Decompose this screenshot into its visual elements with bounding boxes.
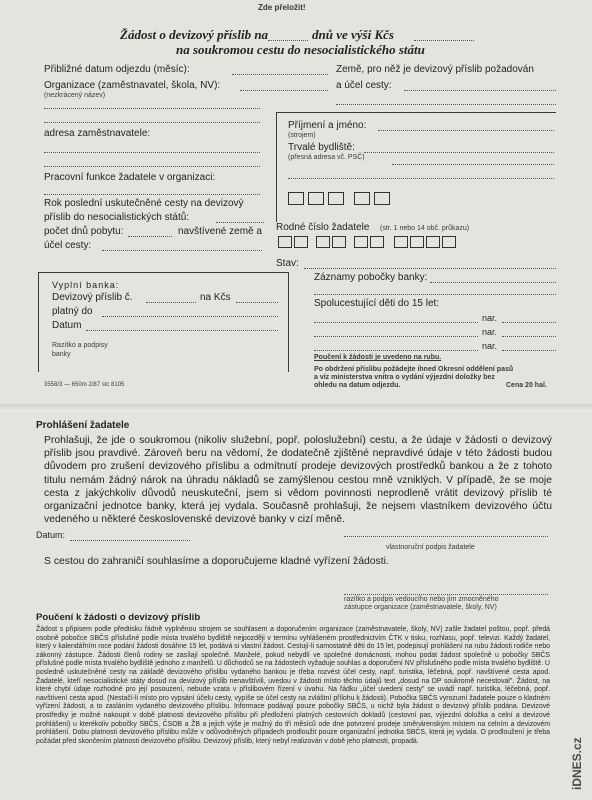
valid-until-field[interactable] <box>102 316 278 317</box>
child-born-label: nar. <box>482 313 498 323</box>
bank-stamp-label-2: banky <box>52 351 71 358</box>
residence-label: Trvalé bydliště: <box>288 142 355 153</box>
name-label: Příjmení a jméno: <box>288 120 367 131</box>
branch-records-field[interactable] <box>430 282 556 283</box>
watermark: iDNES.cz <box>570 737 584 790</box>
child-born-field[interactable] <box>502 336 556 337</box>
birth-number-box[interactable] <box>442 236 456 248</box>
birth-number-box[interactable] <box>426 236 440 248</box>
child-born-label: nar. <box>482 341 498 351</box>
trip-purpose-label: účel cesty: <box>44 240 92 251</box>
departure-date-field[interactable] <box>232 74 328 75</box>
signature-field[interactable] <box>344 536 548 537</box>
birth-number-box[interactable] <box>332 236 346 248</box>
birth-number-box[interactable] <box>294 236 308 248</box>
passport-notice-1: Po obdržení příslibu požádejte ihned Okresní oddělení pasů <box>314 366 514 373</box>
organization-stamp-label-2: zástupce organizace (zaměstnavatele, školy, NV) <box>344 604 497 611</box>
organization-stamp-label: razítko a podpis vedoucího nebo jím zmocněného <box>344 596 499 603</box>
bank-date-label: Datum <box>52 320 82 331</box>
passport-notice-3: ohledu na datum odjezdu. <box>314 382 401 389</box>
work-function-field[interactable] <box>44 194 260 195</box>
promise-no-field[interactable] <box>146 302 196 303</box>
days-field[interactable] <box>268 40 308 41</box>
price-label: Cena 20 hal. <box>506 382 547 389</box>
declaration-text: Prohlašuji, že jde o soukromou (nikoliv služební, popř. poloslužební) cestu, a že údaje v žádosti o devizový příslib jsou pravdivé. Zároveň beru na vědomí, že dodatečně zjištěné nepravdivé údaje v této žádosti budou důvodem pro zrušení devizového příslibu a odmítnutí prodeje devizových prostředků bankou a že z tohoto titulu nemám žádný nárok na úhradu nákladů se zamýšlenou cestou mně vzniklých. V případě, že se moje cesta z jakýchkoliv důvodů neuskuteční, jsem si vědom povinnosti neprodleně vrátit devizový příslib té organizační jednotce banky, která jej vydala. Současně prohlašuji, že nejsem vlastníkem devizového účtu vedeného u některé československé devizové banky v cizí měně. <box>44 435 552 526</box>
psc-box[interactable] <box>354 192 370 205</box>
organization-stamp-field[interactable] <box>344 594 548 595</box>
form-title-part2: dnů ve výši Kčs <box>312 27 394 42</box>
promise-no-label: Devizový příslib č. <box>52 292 133 303</box>
country-label: Země, pro něž je devizový příslib požadován <box>336 64 534 75</box>
declaration-heading: Prohlášení žadatele <box>36 420 130 431</box>
instructions-note: Poučení k žádosti je uvedeno na rubu. <box>314 354 442 361</box>
name-hint: (strojem) <box>288 132 316 139</box>
residence-field-2[interactable] <box>392 164 554 165</box>
purpose-field-2[interactable] <box>336 104 556 105</box>
instructions-text: Žádost s připisem podle předtisku řádně vyplněnou strojem se souhlasem a doporučením organizace (zaměstnavatele, školy, NV) zašle žadatel poštou, popř. předá osobně pobočce SBČS příslušné podle místa trvalého bydliště nejpozději v termínu vyhlášeném prostřednictvím ČTK v tisku, rozhlasu, popř. televizi. Každý žadatel, který v kalendářním roce podání žádosti dosáhne 15 let, podává si vlastní žádost. Cestují-li samostatně děti do 15 let, podepisují prohlášení na rubu žádosti rodiče nebo zákonný zástupce. Žádosti členů rodiny se zasílají společně. Manželé, pokud nebydlí ve společné domácnosti, mohou podat žádost společně u pobočky SBČS příslušné podle místa trvalého bydliště jednoho z manželů. U důchodců se na žádostech vyžaduje souhlas a doporučení NV příslušného podle místa trvalého bydliště. U posledně uskutečněné cesty na základě devizového příslibu vydaného bankou je třeba rozvést účel cesty, např. turistika, léčebná, popř. navštívené cesta apod. Žadatelé, kteří nesocialistické státy dosud na devizový příslib nenavštívili, uvedou v žádosti místo těchto údajů text „dosud na DP soukromě necestoval". Žádost, na které chybí údaje rozhodné pro její posouzení, nebude vzata v příslibovém řízení v úvahu. Na řádku „účel uvedení cesty" se uvádí např. turistika, léčebná, popř. navštívení cesta apod. (Nestačí-li místo pro vypsání účelu cesty, vypíše se účel cesty na zvláštní přílohu k žádosti). Pobočka SBČS vyrozumí žadatele pouze o kladném vyřízení žádosti, a to zasláním vydaného devizového příslibu. Informace podávají pouze pobočky SBČS, u nichž byla žádost o devizový příslib podána. Devizové prostředky je možné nakoupit v době platnosti devizového příslibu při předložení platných cestovních dokladů (cestovní pas, výjezdní doložka a celní a devizové prohlášení) u kterékoliv pobočky SBČS, ČSOB a ŽB a jejich výše je možný do tří měsíců ode dne potvrzení prodeje směnárenským místem na celním a devizovém prohlášení. Dobu platnosti devizového příslibu může v odůvodněných případech prodloužit pouze organizační jednotka SBČS, která jej vydala. O prodloužení je třeba požádat před skončením platnosti devizového příslibu. Devizový příslib, který nebyl realizován v době jeho platnosti, propadá. <box>36 626 550 745</box>
psc-box[interactable] <box>328 192 344 205</box>
child-name-field[interactable] <box>314 322 478 323</box>
birth-number-box[interactable] <box>354 236 368 248</box>
form-title-line2: na soukromou cestu do nesocialistického státu <box>176 42 425 57</box>
bank-header: Vyplní banka: <box>52 280 120 290</box>
last-trip-label-2: příslib do nesocialistických států: <box>44 212 190 223</box>
organization-field-3[interactable] <box>44 122 260 123</box>
valid-until-label: platný do <box>52 306 93 317</box>
branch-records-label: Záznamy pobočky banky: <box>314 272 428 283</box>
employer-address-label: adresa zaměstnavatele: <box>44 128 151 139</box>
organization-label: Organizace (zaměstnavatel, škola, NV): <box>44 80 221 91</box>
last-trip-field[interactable] <box>216 222 264 223</box>
form-title-part1: Žádost o devizový příslib na <box>120 27 269 42</box>
birth-number-box[interactable] <box>316 236 330 248</box>
currency-label: na Kčs <box>200 292 231 303</box>
amount-field[interactable] <box>414 40 474 41</box>
signature-label: vlastnoruční podpis žadatele <box>386 544 475 551</box>
fold-here-label: Zde přeložit! <box>258 3 306 12</box>
bank-date-field[interactable] <box>86 330 278 331</box>
employer-address-field[interactable] <box>44 152 260 153</box>
organization-field[interactable] <box>240 90 328 91</box>
bank-stamp-label: Razítko a podpisy <box>52 342 108 349</box>
branch-records-field-2[interactable] <box>314 294 556 295</box>
consent-text: S cestou do zahraničí souhlasíme a doporučujeme kladné vyřízení žádosti. <box>44 556 389 567</box>
purpose-label: a účel cesty: <box>336 80 392 91</box>
status-label: Stav: <box>276 258 299 269</box>
birth-number-box[interactable] <box>410 236 424 248</box>
last-trip-label: Rok poslední uskutečněné cesty na devizový <box>44 198 244 209</box>
declaration-date-label: Datum: <box>36 530 66 540</box>
birth-number-box[interactable] <box>278 236 292 248</box>
stay-days-label: počet dnů pobytu: <box>44 226 124 237</box>
name-field[interactable] <box>378 130 554 131</box>
currency-field[interactable] <box>236 302 278 303</box>
departure-date-label: Přibližné datum odjezdu (měsíc): <box>44 64 190 75</box>
birth-number-hint: (str. 1 nebo 14 obč. průkazu) <box>380 225 470 232</box>
organization-hint: (nezkrácený název) <box>44 92 106 99</box>
visited-country-label: navštívené země a <box>178 226 262 237</box>
birth-number-box[interactable] <box>394 236 408 248</box>
residence-hint: (přesná adresa vč. PSČ) <box>288 154 365 161</box>
birth-number-box[interactable] <box>370 236 384 248</box>
child-name-field[interactable] <box>314 336 478 337</box>
psc-box[interactable] <box>288 192 304 205</box>
residence-field-3[interactable] <box>288 178 554 179</box>
instructions-heading: Poučení k žádosti o devizový příslib <box>36 612 201 623</box>
employer-address-field-2[interactable] <box>44 166 260 167</box>
print-code: 3558/3 — 650m 2/87 stc 8105 <box>44 382 125 388</box>
fold-crease <box>0 404 592 412</box>
psc-box[interactable] <box>374 192 390 205</box>
declaration-date-field[interactable] <box>70 540 190 541</box>
trip-purpose-field[interactable] <box>102 250 262 251</box>
work-function-label: Pracovní funkce žadatele v organizaci: <box>44 172 216 183</box>
child-born-label: nar. <box>482 327 498 337</box>
birth-number-label: Rodné číslo žadatele <box>276 222 370 233</box>
child-born-field[interactable] <box>502 322 556 323</box>
psc-box[interactable] <box>308 192 324 205</box>
stay-days-field[interactable] <box>128 236 172 237</box>
child-born-field[interactable] <box>502 350 556 351</box>
residence-field[interactable] <box>364 152 554 153</box>
children-label: Spolucestující děti do 15 let: <box>314 298 440 309</box>
status-field[interactable] <box>304 268 556 269</box>
purpose-field[interactable] <box>404 90 556 91</box>
passport-notice-2: a víz ministerstva vnitra o vydání výjezdní doložky bez <box>314 374 495 381</box>
organization-field-2[interactable] <box>44 108 260 109</box>
child-name-field[interactable] <box>314 350 478 351</box>
